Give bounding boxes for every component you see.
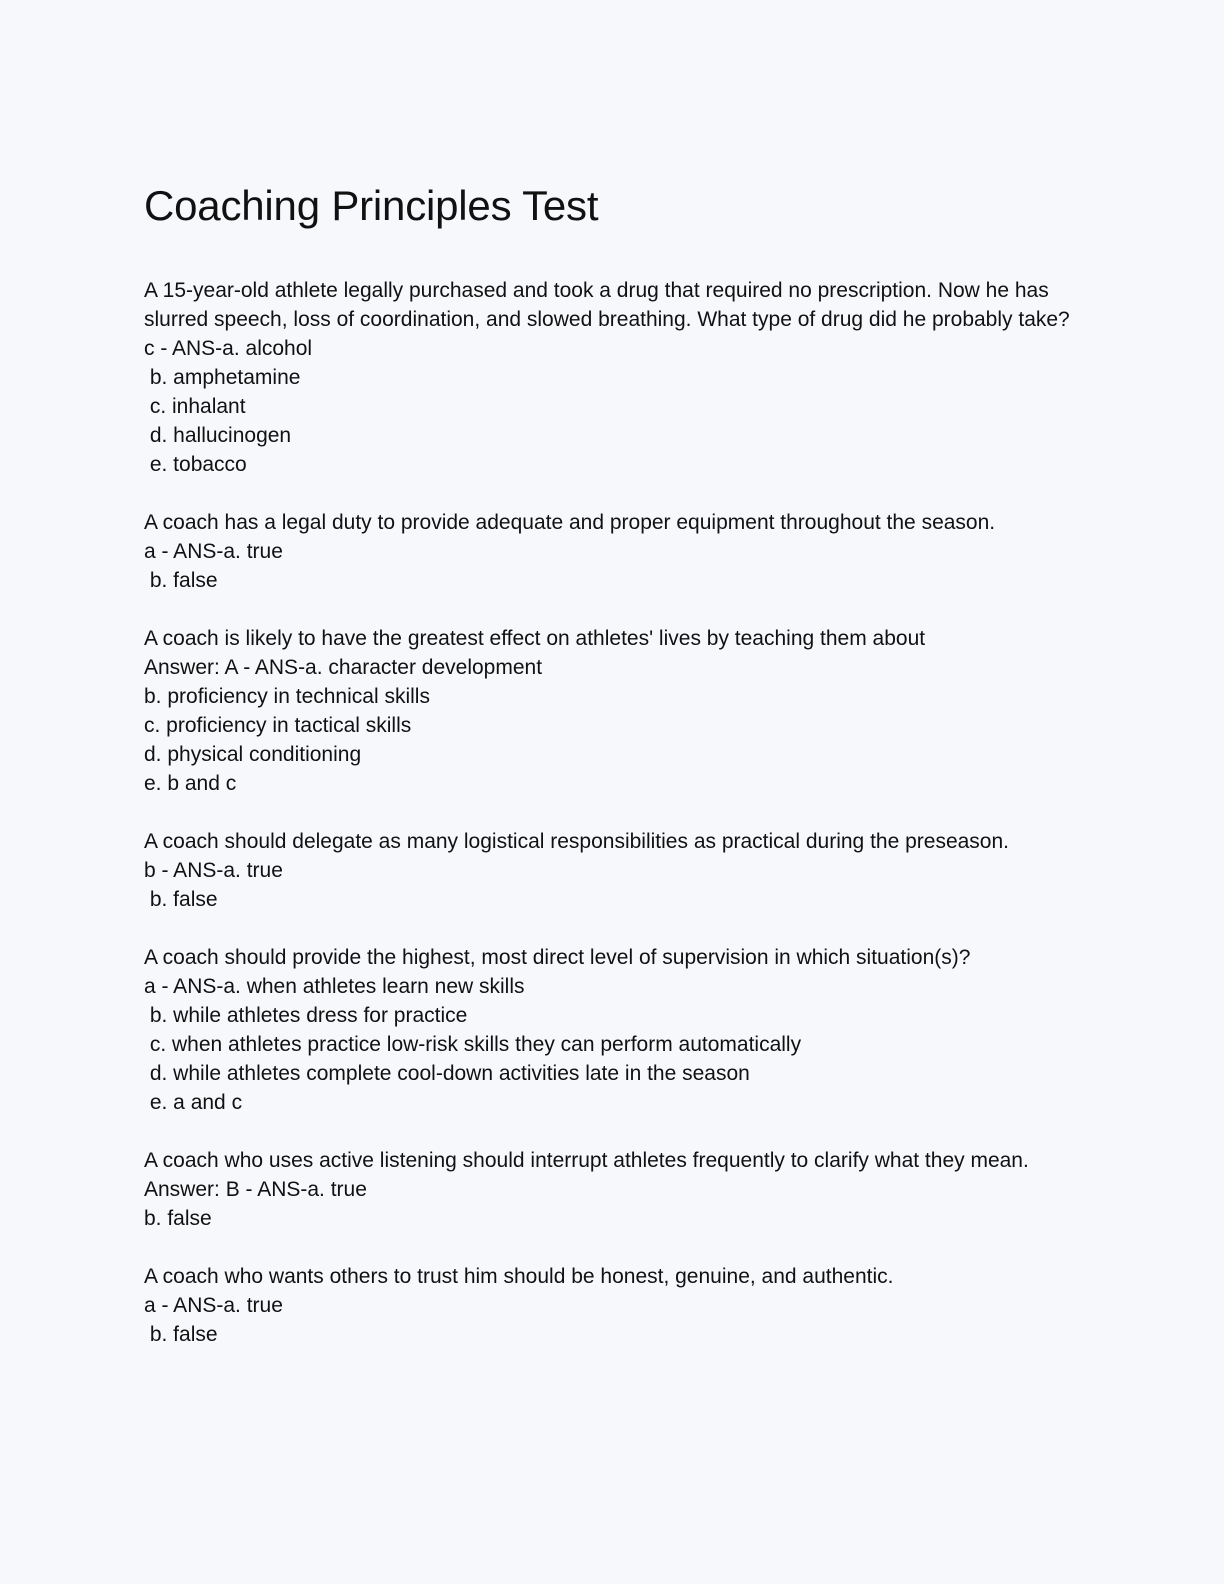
option-line: d. while athletes complete cool-down activities late in the season <box>144 1062 750 1085</box>
question-text: A coach should provide the highest, most direct level of supervision in which situation(s)? <box>144 946 971 969</box>
question-text: A coach who wants others to trust him should be honest, genuine, and authentic. <box>144 1265 894 1288</box>
question-5 <box>144 943 1084 1117</box>
option-line: c. proficiency in tactical skills <box>144 714 412 737</box>
option-line: d. hallucinogen <box>144 424 292 447</box>
answer-line: Answer: B - ANS-a. true <box>144 1178 367 1201</box>
option-line: e. tobacco <box>144 453 247 476</box>
option-line: b. amphetamine <box>144 366 301 389</box>
question-text: A 15-year-old athlete legally purchased and took a drug that required no prescription. Now he has slurred speech, loss of coordination, and slowed breathing. What type of drug did he probably take? <box>144 279 1070 331</box>
option-line: b. proficiency in technical skills <box>144 685 430 708</box>
document-title: Coaching Principles Test <box>144 182 599 229</box>
question-4 <box>144 827 1084 914</box>
question-3 <box>144 624 1084 798</box>
question-text: A coach has a legal duty to provide adequate and proper equipment throughout the season. <box>144 511 996 534</box>
option-line: b. false <box>144 888 218 911</box>
option-line: b. false <box>144 1207 212 1230</box>
option-line: b. false <box>144 569 218 592</box>
question-6 <box>144 1146 1084 1233</box>
answer-line: a - ANS-a. true <box>144 540 283 563</box>
option-line: c. when athletes practice low-risk skills they can perform automatically <box>144 1033 802 1056</box>
option-line: e. a and c <box>144 1091 243 1114</box>
question-1 <box>144 276 1084 479</box>
answer-line: a - ANS-a. true <box>144 1294 283 1317</box>
question-7 <box>144 1262 1084 1349</box>
document-page <box>144 180 1084 1378</box>
question-text: A coach should delegate as many logistical responsibilities as practical during the preseason. <box>144 830 1009 853</box>
answer-line: c - ANS-a. alcohol <box>144 337 313 360</box>
option-line: b. false <box>144 1323 218 1346</box>
answer-line: Answer: A - ANS-a. character development <box>144 656 543 679</box>
option-line: c. inhalant <box>144 395 246 418</box>
option-line: d. physical conditioning <box>144 743 362 766</box>
answer-line: a - ANS-a. when athletes learn new skills <box>144 975 525 998</box>
answer-line: b - ANS-a. true <box>144 859 283 882</box>
question-text: A coach is likely to have the greatest effect on athletes' lives by teaching them about <box>144 627 926 650</box>
question-2 <box>144 508 1084 595</box>
option-line: b. while athletes dress for practice <box>144 1004 468 1027</box>
option-line: e. b and c <box>144 772 237 795</box>
question-text: A coach who uses active listening should interrupt athletes frequently to clarify what they mean. <box>144 1149 1029 1172</box>
